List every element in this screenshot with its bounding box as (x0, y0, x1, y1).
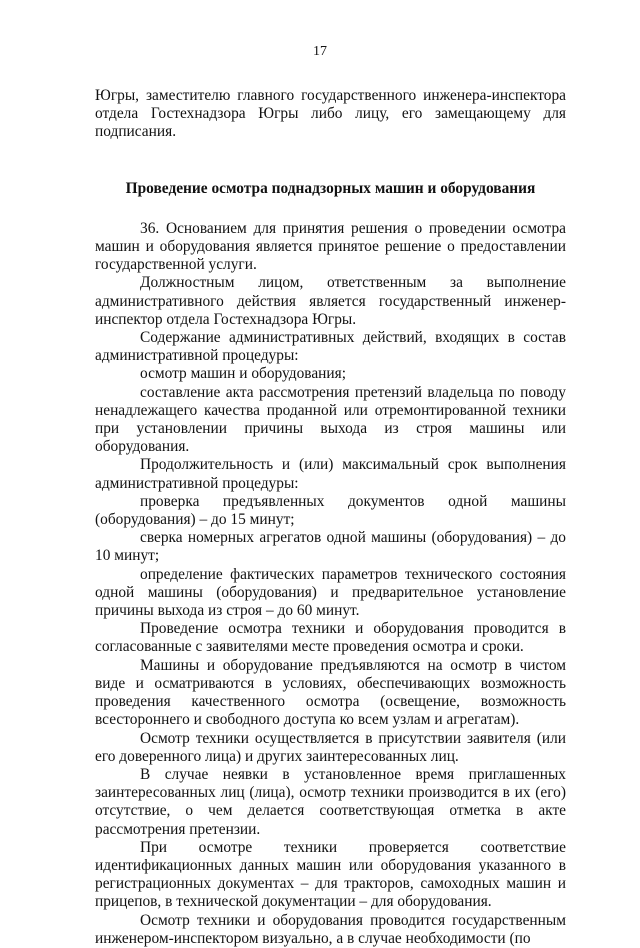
paragraph-9: определение фактических параметров технического состояния одной машины (оборудования) и предварительное установление причины выхода из строя – до 60 минут. (95, 565, 566, 620)
paragraph-3: Содержание административных действий, входящих в состав административной процедуры: (95, 329, 566, 365)
paragraph-11: Машины и оборудование предъявляются на осмотр в чистом виде и осматриваются в условиях, обеспечивающих возможность проведения качественного осмотра (освещение, возможность всестороннего и свободного доступа ко всем узлам и агрегатам). (95, 656, 566, 729)
body-text (95, 87, 566, 948)
page-number: 17 (313, 44, 327, 59)
paragraph-6: Продолжительность и (или) максимальный срок выполнения административной процедуры: (95, 456, 566, 492)
paragraph-14: При осмотре техники проверяется соответствие идентификационных данных машин или оборудования указанного в регистрационных документах – для тракторов, самоходных машин и прицепов, в технической документации – для оборудования. (95, 838, 566, 911)
paragraph-4: осмотр машин и оборудования; (140, 365, 347, 383)
paragraph-15: Осмотр техники и оборудования проводится государственным инженером-инспектором визуально, а в случае необходимости (по (95, 911, 566, 947)
paragraph-8: сверка номерных агрегатов одной машины (оборудования) – до 10 минут; (95, 529, 566, 565)
paragraph-13: В случае неявки в установленное время приглашенных заинтересованных лиц (лица), осмотр техники производится в их (его) отсутствие, о чем делается соответствующая отметка в акте рассмотрения претензии. (95, 765, 566, 838)
intro-paragraph: Югры, заместителю главного государственного инженера-инспектора отдела Гостехнадзора Югры либо лицу, его замещающему для подписания. (95, 87, 566, 141)
paragraph-5: составление акта рассмотрения претензий владельца по поводу ненадлежащего качества проданной или отремонтированной техники при установлении причины выхода из строя машины или оборудования. (95, 383, 566, 456)
paragraph-1: 36. Основанием для принятия решения о проведении осмотра машин и оборудования является принятое решение о предоставлении государственной услуги. (95, 219, 566, 274)
section-heading: Проведение осмотра поднадзорных машин и оборудования (125, 179, 536, 197)
paragraph-2: Должностным лицом, ответственным за выполнение административного действия является государственный инженер-инспектор отдела Гостехнадзора Югры. (95, 274, 566, 328)
paragraph-7: проверка предъявленных документов одной машины (оборудования) – до 15 минут; (95, 492, 566, 529)
paragraph-10: Проведение осмотра техники и оборудования проводится в согласованные с заявителями месте проведения осмотра и сроки. (95, 620, 566, 656)
paragraph-12: Осмотр техники осуществляется в присутствии заявителя (или его доверенного лица) и других заинтересованных лиц. (95, 729, 566, 765)
